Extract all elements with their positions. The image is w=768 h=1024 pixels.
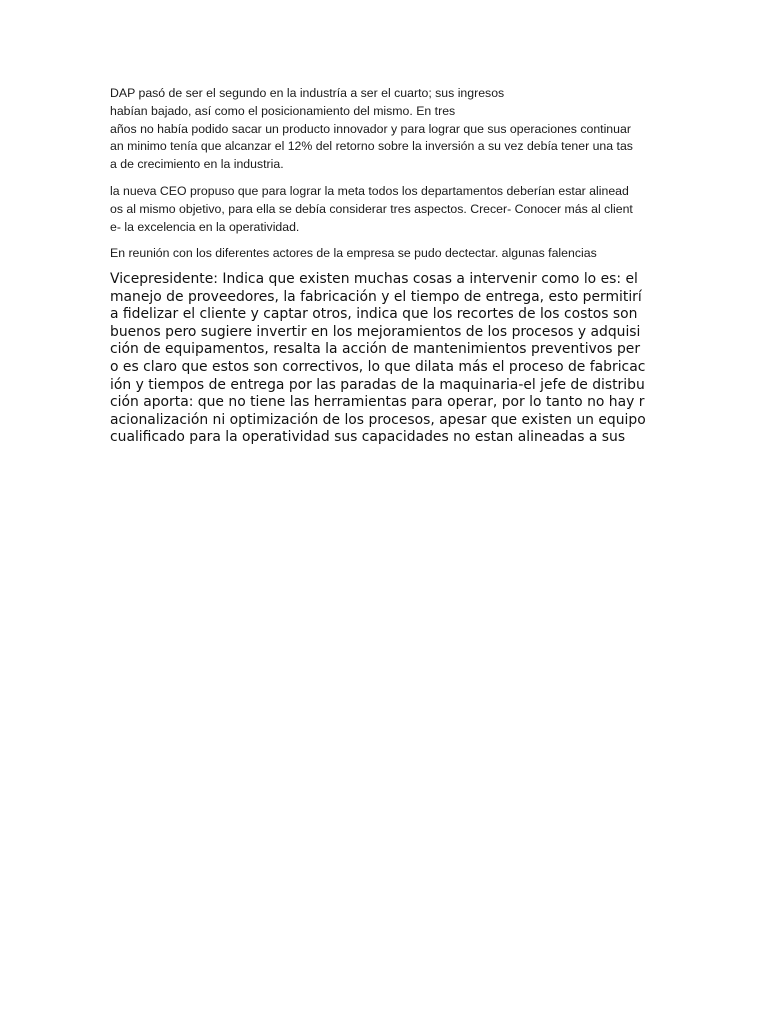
text-line: o es claro que estos son correctivos, lo que dilata más el proceso de fabricac: [110, 358, 646, 375]
paragraph-meeting: [110, 245, 670, 263]
text-line: acionalización ni optimización de los procesos, apesar que existen un equipo: [110, 411, 646, 428]
text-line: e- la excelencia en la operatividad.: [110, 219, 300, 234]
text-line: an minimo tenía que alcanzar el 12% del retorno sobre la inversión a su vez debía tener una tas: [110, 139, 633, 154]
paragraph-ceo-proposal: [110, 183, 670, 236]
text-line: ión y tiempos de entrega por las paradas de la maquinaria-el jefe de distribu: [110, 376, 645, 393]
text-line: os al mismo objetivo, para ella se debía considerar tres aspectos. Crecer- Conocer más al client: [110, 201, 633, 216]
text-line: manejo de proveedores, la fabricación y el tiempo de entrega, esto permitirí: [110, 288, 642, 305]
text-line: Vicepresidente: Indica que existen muchas cosas a intervenir como lo es: el: [110, 271, 638, 287]
paragraph-vicepresident: [110, 271, 670, 447]
text-line: ción de equipamentos, resalta la acción de mantenimientos preventivos per: [110, 341, 641, 358]
text-line: buenos pero sugiere invertir en los mejoramientos de los procesos y adquisi: [110, 323, 641, 340]
text-line: cualificado para la operatividad sus capacidades no estan alineadas a sus: [110, 429, 626, 446]
text-line: habían bajado, así como el posicionamiento del mismo. En tres: [110, 103, 456, 118]
text-line: ción aporta: que no tiene las herramientas para operar, por lo tanto no hay r: [110, 394, 645, 411]
text-line: a de crecimiento en la industria.: [110, 157, 284, 172]
text-line: a fidelizar el cliente y captar otros, indica que los recortes de los costos son: [110, 306, 638, 323]
text-line: En reunión con los diferentes actores de la empresa se pudo dectectar. algunas falencias: [110, 246, 597, 260]
text-line: la nueva CEO propuso que para lograr la meta todos los departamentos deberían estar alinead: [110, 184, 629, 198]
paragraph-dap-situation: [110, 85, 670, 174]
text-line: DAP pasó de ser el segundo en la industría a ser el cuarto; sus ingresos: [110, 86, 505, 100]
text-line: años no había podido sacar un producto innovador y para lograr que sus operaciones continuar: [110, 121, 631, 136]
